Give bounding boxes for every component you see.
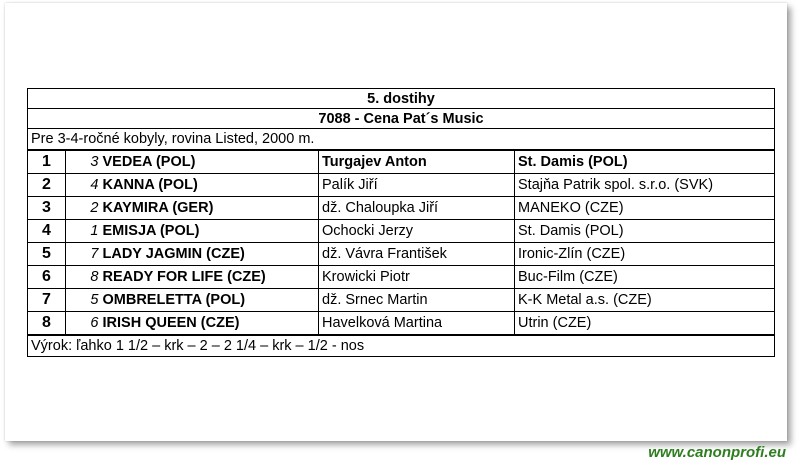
owner-cell: MANEKO (CZE) xyxy=(515,197,775,220)
place-cell: 1 xyxy=(28,150,66,174)
result-row xyxy=(28,266,775,289)
result-row xyxy=(28,174,775,197)
start-number-cell: 1 xyxy=(66,220,102,243)
owner-cell: St. Damis (POL) xyxy=(515,220,775,243)
jockey-cell: Turgajev Anton xyxy=(319,150,515,174)
start-number-cell: 4 xyxy=(66,174,102,197)
owner-cell: Utrin (CZE) xyxy=(515,312,775,336)
jockey-cell: dž. Vávra František xyxy=(319,243,515,266)
owner-cell: K-K Metal a.s. (CZE) xyxy=(515,289,775,312)
start-number-cell: 6 xyxy=(66,312,102,336)
jockey-cell: dž. Srnec Martin xyxy=(319,289,515,312)
result-row xyxy=(28,220,775,243)
jockey-cell: Ochocki Jerzy xyxy=(319,220,515,243)
jockey-cell: Palík Jiří xyxy=(319,174,515,197)
race-name: 7088 - Cena Pat´s Music xyxy=(28,109,775,129)
horse-name-cell: OMBRELETTA (POL) xyxy=(102,289,319,312)
owner-cell: St. Damis (POL) xyxy=(515,150,775,174)
jockey-cell: Havelková Martina xyxy=(319,312,515,336)
result-row xyxy=(28,289,775,312)
place-cell: 6 xyxy=(28,266,66,289)
start-number-cell: 8 xyxy=(66,266,102,289)
place-cell: 2 xyxy=(28,174,66,197)
result-row xyxy=(28,150,775,174)
owner-cell: Ironic-Zlín (CZE) xyxy=(515,243,775,266)
horse-name-cell: EMISJA (POL) xyxy=(102,220,319,243)
owner-cell: Stajňa Patrik spol. s.r.o. (SVK) xyxy=(515,174,775,197)
start-number-cell: 5 xyxy=(66,289,102,312)
place-cell: 4 xyxy=(28,220,66,243)
race-results-table xyxy=(27,88,775,357)
jockey-cell: Krowicki Piotr xyxy=(319,266,515,289)
start-number-cell: 3 xyxy=(66,150,102,174)
place-cell: 7 xyxy=(28,289,66,312)
place-cell: 5 xyxy=(28,243,66,266)
horse-name-cell: LADY JAGMIN (CZE) xyxy=(102,243,319,266)
result-row xyxy=(28,312,775,336)
place-cell: 8 xyxy=(28,312,66,336)
owner-cell: Buc-Film (CZE) xyxy=(515,266,775,289)
start-number-cell: 7 xyxy=(66,243,102,266)
place-cell: 3 xyxy=(28,197,66,220)
jockey-cell: dž. Chaloupka Jiří xyxy=(319,197,515,220)
race-conditions: Pre 3-4-ročné kobyly, rovina Listed, 2000 m. xyxy=(28,129,775,151)
horse-name-cell: KANNA (POL) xyxy=(102,174,319,197)
result-row xyxy=(28,243,775,266)
horse-name-cell: KAYMIRA (GER) xyxy=(102,197,319,220)
horse-name-cell: IRISH QUEEN (CZE) xyxy=(102,312,319,336)
horse-name-cell: VEDEA (POL) xyxy=(102,150,319,174)
race-verdict: Výrok: ľahko 1 1/2 – krk – 2 – 2 1/4 – krk – 1/2 - nos xyxy=(28,335,775,357)
start-number-cell: 2 xyxy=(66,197,102,220)
horse-name-cell: READY FOR LIFE (CZE) xyxy=(102,266,319,289)
result-row xyxy=(28,197,775,220)
race-title: 5. dostihy xyxy=(28,89,775,109)
watermark: www.canonprofi.eu xyxy=(648,444,786,461)
